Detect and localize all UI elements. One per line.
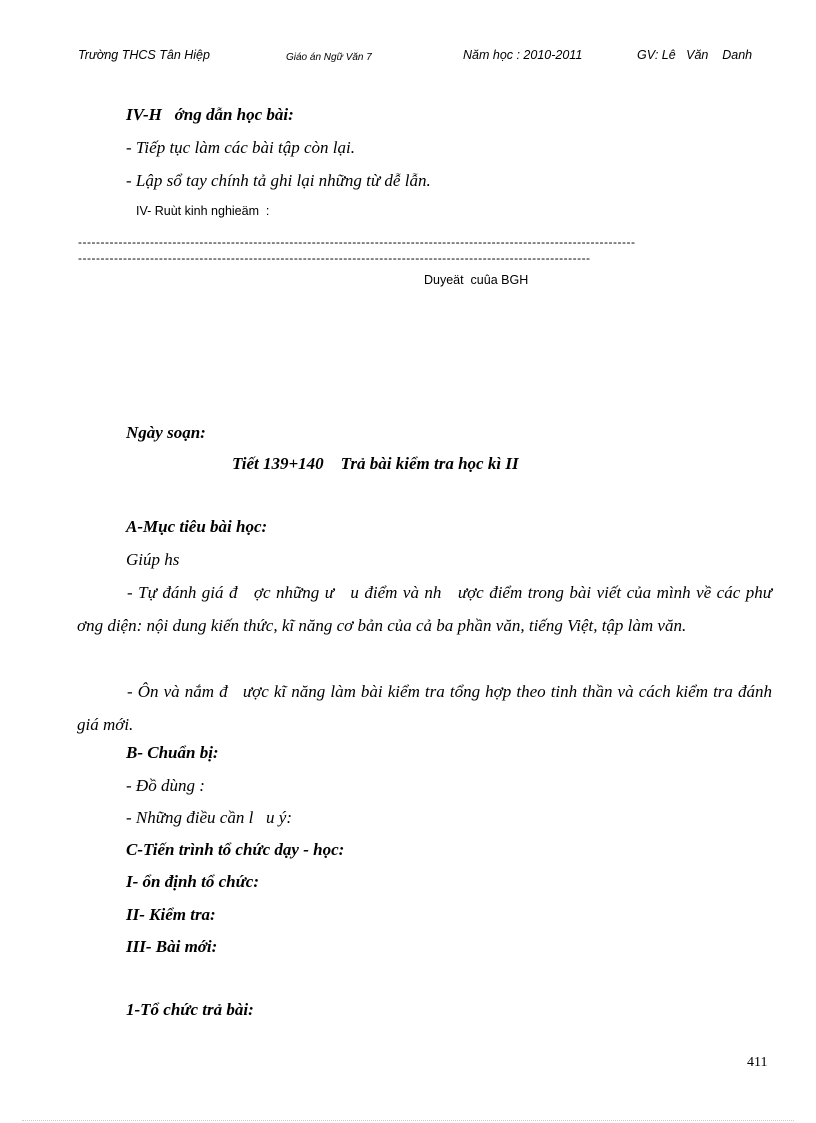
approval-label: Duyeät cuûa BGH — [424, 273, 529, 287]
guidance-item-2: - Lập sổ tay chính tả ghi lại những từ dễ lẫn. — [126, 171, 431, 190]
prep-item-2: - Những điều cần l u ý: — [126, 808, 293, 827]
lesson-title: Tiết 139+140 Trả bài kiểm tra học kì II — [232, 454, 519, 473]
goal-intro: Giúp hs — [126, 550, 180, 569]
header-teacher: GV: Lê Văn Danh — [637, 48, 753, 62]
page-bottom-border — [22, 1120, 794, 1121]
dash-line-1: ---------------------------------------------------------------------------------------------------------------------------- — [78, 235, 636, 249]
step-2: II- Kiểm tra: — [126, 905, 216, 924]
step-3: III- Bài mới: — [126, 937, 218, 956]
goal-paragraph-2: - Ôn và nắm đ ược kĩ năng làm bài kiểm tra tổng hợp theo tinh thần và cách kiểm tra đánh giá mới. — [77, 682, 777, 734]
page-number: 411 — [747, 1055, 768, 1070]
prep-heading: B- Chuẩn bị: — [126, 743, 219, 762]
step-1: I- ổn định tổ chức: — [126, 872, 259, 891]
process-heading: C-Tiến trình tổ chức dạy - học: — [126, 840, 345, 859]
prep-item-1: - Đồ dùng : — [126, 776, 205, 795]
date-label: Ngày soạn: — [126, 423, 206, 442]
experience-label: IV- Ruùt kinh nghieäm : — [136, 204, 270, 218]
guidance-heading: IV-H ớng dẫn học bài: — [126, 105, 294, 124]
goal-paragraph-1: - Tự đánh giá đ ợc những ư u điểm và nh ược điểm trong bài viết của mình về các phư ơng diện: nội dung kiến thức, kĩ năng cơ bản của cả ba phần văn, tiếng Việt, tập làm văn. — [77, 583, 785, 635]
guidance-item-1: - Tiếp tục làm các bài tập còn lại. — [126, 138, 355, 157]
header-year: Năm học : 2010-2011 — [463, 48, 583, 62]
header-subject: Giáo án Ngữ Văn 7 — [286, 52, 372, 63]
goal-heading: A-Mục tiêu bài học: — [126, 517, 268, 536]
sub-step-1: 1-Tổ chức trả bài: — [126, 1000, 254, 1019]
header-school: Trường THCS Tân Hiệp — [78, 48, 210, 62]
dash-line-2: ------------------------------------------------------------------------------------------------------------------ — [78, 251, 591, 265]
